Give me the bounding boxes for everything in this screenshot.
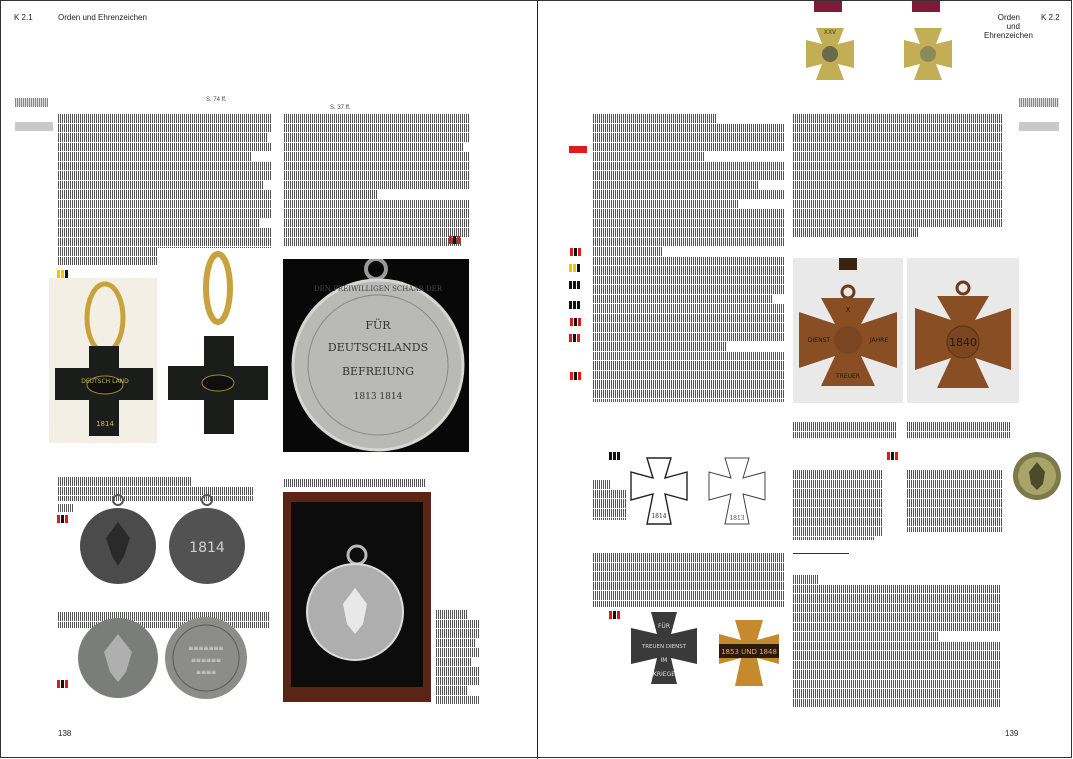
silver-medal-photo — [283, 259, 469, 452]
svg-text:≡≡≡≡≡≡: ≡≡≡≡≡≡ — [190, 657, 222, 664]
medal-rim-text: DEN FREIWILLIGEN SCHAAR DER — [313, 285, 443, 293]
black-cross-back-photo — [158, 248, 276, 443]
section-tab-grey — [1019, 122, 1059, 131]
left-header-code: K 2.1 — [14, 13, 33, 22]
flag-marker — [570, 248, 582, 256]
iron-cross-photo — [629, 610, 699, 686]
iron-medal-year: 1814 — [189, 540, 225, 556]
bronze-cross-right: JAHRE — [869, 337, 889, 344]
flag-marker — [449, 236, 461, 244]
flag-marker — [570, 318, 582, 326]
flag-marker — [569, 281, 581, 289]
bronze-cross-left: DIENST — [807, 337, 831, 344]
black-cross-front-photo — [49, 278, 157, 443]
medal-text-line2: DEUTSCHLANDS — [327, 341, 429, 354]
medal-text-line3: BEFREIUNG — [341, 365, 415, 378]
reference-note: S. 37 ff. — [330, 105, 351, 111]
header-title-line: Orden und — [997, 13, 1020, 31]
bronze-cross-x: X — [845, 306, 851, 314]
flag-marker — [57, 680, 69, 688]
iron-medal-pair-photo — [78, 494, 250, 588]
right-column-2-lower-text — [793, 557, 1001, 707]
section-tab-grey — [15, 122, 53, 131]
medal-years: 1813 1814 — [353, 392, 403, 402]
page-number: 139 — [1005, 729, 1019, 738]
black-cross-year-text: 1814 — [96, 420, 114, 428]
boxed-eagle-medal-photo — [283, 492, 431, 702]
section-tab-dotted — [15, 98, 48, 107]
flag-marker — [609, 452, 621, 460]
bronze-cross-year: 1840 — [949, 336, 977, 349]
book-spine — [537, 0, 538, 759]
flag-marker — [57, 515, 69, 523]
flag-marker — [569, 264, 581, 272]
section-rule — [793, 553, 849, 554]
gold-cross-text: 1853 UND 1848 — [721, 648, 777, 656]
flag-marker — [569, 301, 581, 309]
caption-text — [593, 462, 627, 520]
red-section-marker — [569, 146, 587, 153]
caption-text — [735, 696, 777, 704]
section-tab-dotted — [1019, 98, 1059, 107]
medal-text-line1: FÜR — [365, 319, 391, 332]
left-column-1-text — [58, 96, 272, 266]
gilt-cross-pair-photo — [792, 0, 962, 96]
right-column-2-caption — [793, 452, 883, 540]
drawn-cross-year-1: 1814 — [651, 513, 667, 520]
svg-text:≡≡≡≡≡≡≡: ≡≡≡≡≡≡≡ — [188, 645, 224, 652]
flag-marker — [887, 452, 899, 460]
cross-drawings — [625, 452, 775, 530]
iron-cross-line2: TREUEN DIENST — [641, 644, 687, 650]
left-column-2-text — [284, 96, 470, 246]
caption-text — [593, 688, 635, 704]
reference-note: S. 74 ff. — [206, 97, 227, 103]
flag-marker — [57, 270, 69, 278]
bronze-cross-bottom: TREUER — [836, 373, 860, 380]
right-header-code: K 2.2 — [1041, 13, 1060, 22]
gilt-cross-number: XXV — [823, 29, 837, 36]
caption-text — [907, 404, 1011, 438]
right-page — [537, 0, 1073, 759]
caption-text — [793, 404, 897, 438]
gold-cross-photo — [717, 606, 781, 692]
header-title-line: Ehrenzeichen — [984, 31, 1033, 40]
bronze-cross-back-photo — [907, 258, 1019, 403]
iron-cross-line1: FÜR — [657, 623, 671, 630]
right-header-title — [984, 13, 1033, 40]
flag-marker — [609, 611, 621, 619]
grey-medal-pair-photo — [78, 616, 250, 700]
right-column-2-text — [793, 96, 1003, 238]
caption-text — [58, 503, 73, 512]
black-cross-center-text: DEUTSCH LAND — [81, 378, 129, 385]
right-column-1-text — [593, 96, 785, 402]
iron-cross-line3: IM — [660, 657, 668, 664]
eagle-button-photo — [1011, 450, 1063, 502]
right-column-1-lower-text — [593, 535, 785, 607]
page-number: 138 — [58, 729, 72, 738]
drawn-cross-year-2: 1813 — [729, 515, 745, 522]
svg-text:≡≡≡≡: ≡≡≡≡ — [195, 669, 217, 676]
caption-text — [907, 452, 1002, 532]
iron-cross-line4: KRIEGE — [652, 671, 676, 678]
flag-marker — [569, 334, 581, 342]
bronze-cross-front-photo — [793, 258, 903, 403]
flag-marker — [570, 372, 582, 380]
left-header-title: Orden und Ehrenzeichen — [58, 13, 147, 22]
caption-text — [284, 461, 426, 487]
caption-text — [436, 592, 480, 704]
